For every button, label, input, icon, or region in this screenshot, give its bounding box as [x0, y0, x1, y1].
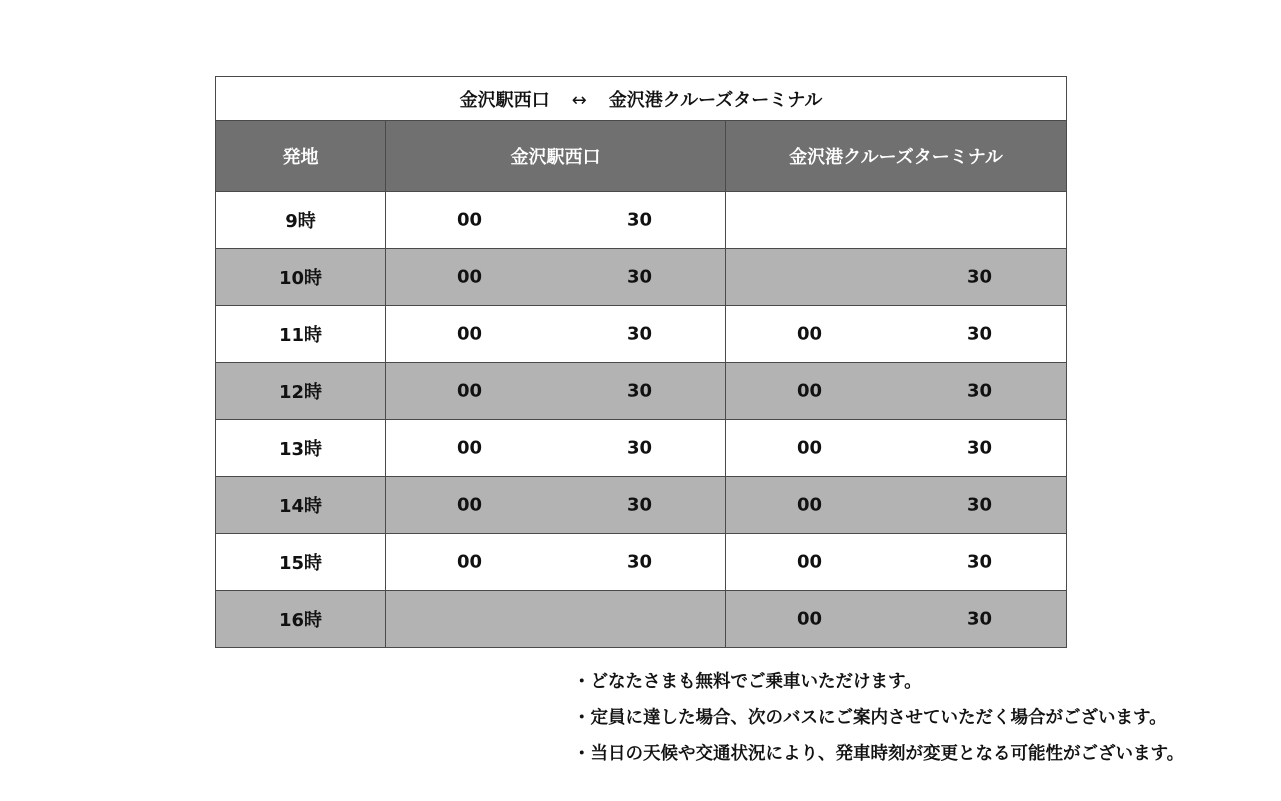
departure-cell-cruise-terminal [726, 534, 1067, 591]
title-from: 金沢駅西口 [459, 89, 550, 111]
notes-list [573, 664, 1184, 772]
hour-cell: 15時 [216, 534, 386, 591]
departure-minute: 30 [967, 380, 993, 402]
table-row [216, 249, 1067, 306]
table-row [216, 591, 1067, 648]
hour-cell: 11時 [216, 306, 386, 363]
departure-minute: 00 [457, 323, 483, 345]
departure-cell-station-west [386, 249, 726, 306]
departure-minute: 30 [627, 380, 653, 402]
departure-cell-station-west [386, 477, 726, 534]
departure-minute: 00 [457, 437, 483, 459]
hour-cell: 16時 [216, 591, 386, 648]
departure-minute: 30 [967, 608, 993, 630]
header-kanazawa-station-west: 金沢駅西口 [386, 121, 726, 192]
timetable-title [216, 77, 1067, 121]
departure-minute: 30 [627, 209, 653, 231]
departure-minute: 30 [627, 323, 653, 345]
table-row [216, 420, 1067, 477]
timetable-body [216, 192, 1067, 648]
departure-minute: 30 [627, 494, 653, 516]
departure-minute: 00 [457, 266, 483, 288]
departure-minute: 30 [627, 266, 653, 288]
hour-cell: 13時 [216, 420, 386, 477]
header-cruise-terminal: 金沢港クルーズターミナル [726, 121, 1067, 192]
timetable-table [215, 76, 1067, 648]
table-row [216, 477, 1067, 534]
departure-cell-cruise-terminal [726, 420, 1067, 477]
note-free-ride: ・どなたさまも無料でご乗車いただけます。 [573, 672, 922, 692]
departure-cell-station-west [386, 306, 726, 363]
hour-cell: 14時 [216, 477, 386, 534]
departure-cell-station-west [386, 534, 726, 591]
departure-cell-cruise-terminal [726, 306, 1067, 363]
departure-minute: 30 [627, 551, 653, 573]
hour-cell: 9時 [216, 192, 386, 249]
departure-minute: 00 [797, 551, 823, 573]
departure-cell-cruise-terminal [726, 591, 1067, 648]
hour-cell: 10時 [216, 249, 386, 306]
departure-minute: 00 [457, 551, 483, 573]
departure-cell-station-west [386, 420, 726, 477]
departure-minute: 00 [797, 437, 823, 459]
departure-minute: 30 [967, 266, 993, 288]
departure-cell-station-west [386, 363, 726, 420]
timetable [215, 76, 1066, 648]
departure-minute: 30 [967, 494, 993, 516]
bidirectional-arrow-icon: ↔ [571, 89, 587, 111]
departure-minute: 30 [627, 437, 653, 459]
table-row [216, 363, 1067, 420]
departure-minute: 00 [797, 608, 823, 630]
table-row [216, 306, 1067, 363]
departure-minute: 30 [967, 437, 993, 459]
header-origin: 発地 [216, 121, 386, 192]
departure-cell-station-west [386, 192, 726, 249]
departure-cell-cruise-terminal [726, 192, 1067, 249]
departure-minute: 30 [967, 551, 993, 573]
departure-minute: 00 [457, 494, 483, 516]
departure-cell-cruise-terminal [726, 249, 1067, 306]
departure-minute: 00 [457, 209, 483, 231]
departure-cell-cruise-terminal [726, 363, 1067, 420]
timetable-title-row [216, 77, 1067, 121]
departure-minute: 00 [457, 380, 483, 402]
departure-minute: 00 [797, 494, 823, 516]
departure-cell-cruise-terminal [726, 477, 1067, 534]
hour-cell: 12時 [216, 363, 386, 420]
title-to: 金沢港クルーズターミナル [608, 89, 823, 111]
note-schedule-change: ・当日の天候や交通状況により、発車時刻が変更となる可能性がございます。 [573, 744, 1185, 764]
departure-cell-station-west [386, 591, 726, 648]
note-capacity: ・定員に達した場合、次のバスにご案内させていただく場合がございます。 [573, 708, 1167, 728]
table-row [216, 534, 1067, 591]
departure-minute: 00 [797, 323, 823, 345]
header-row [216, 121, 1067, 192]
departure-minute: 30 [967, 323, 993, 345]
table-row [216, 192, 1067, 249]
departure-minute: 00 [797, 380, 823, 402]
